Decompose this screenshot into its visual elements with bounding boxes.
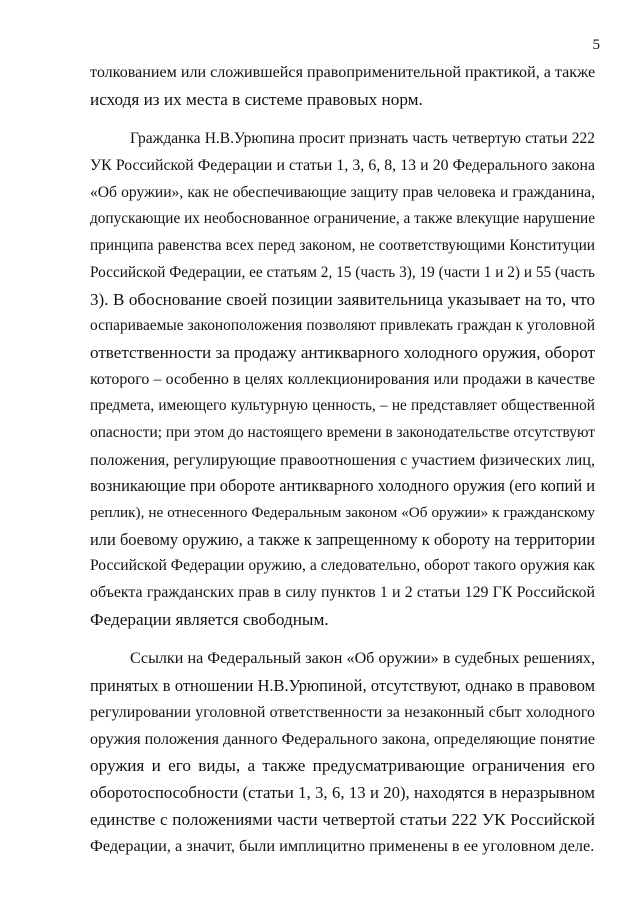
text-line: опасности; при этом до настоящего времени в законодательстве отсутствуют xyxy=(90,423,595,441)
text-line: толкованием или сложившейся правоприменительной практикой, а также xyxy=(90,64,596,81)
paragraph xyxy=(90,646,595,860)
text-line: УК Российской Федерации и статьи 1, 3, 6, 8, 13 и 20 Федерального закона xyxy=(90,157,595,175)
text-line: Ссылки на Федеральный закон «Об оружии» в судебных решениях, xyxy=(130,650,595,668)
page-number: 5 xyxy=(592,37,600,53)
paragraph-gap xyxy=(90,113,595,126)
paragraph xyxy=(90,60,595,113)
text-line: допускающие их необоснованное ограничение, а также влекущие нарушение xyxy=(90,210,595,228)
text-line: Российской Федерации оружию, а следовательно, оборот такого оружия как xyxy=(90,557,595,575)
text-line: положения, регулирующие правоотношения с участием физических лиц, xyxy=(90,450,595,469)
paragraph xyxy=(90,126,595,633)
text-line: или боевому оружию, а также к запрещенному к обороту на территории xyxy=(90,529,595,549)
text-line: Российской Федерации, ее статьям 2, 15 (часть 3), 19 (части 1 и 2) и 55 (часть xyxy=(90,263,595,281)
text-line: оспариваемые законоположения позволяют привлекать граждан к уголовной xyxy=(90,317,595,335)
text-line: единстве с положениями части четвертой статьи 222 УК Российской xyxy=(90,809,595,829)
text-line: реплик), не отнесенного Федеральным законом «Об оружии» к гражданскому xyxy=(90,504,595,521)
document-body xyxy=(90,60,595,860)
text-line: принятых в отношении Н.В.Урюпиной, отсутствуют, однако в правовом xyxy=(90,676,595,696)
text-line: предмета, имеющего культурную ценность, – не представляет общественной xyxy=(90,397,595,415)
text-line: объекта гражданских прав в силу пунктов 1 и 2 статьи 129 ГК Российской xyxy=(90,584,595,602)
text-line: 3). В обоснование своей позиции заявительница указывает на то, что xyxy=(90,289,595,309)
text-line: оружия положения данного Федерального закона, определяющие понятие xyxy=(90,730,595,748)
text-line: Федерации является свободным. xyxy=(90,609,329,629)
text-line: Федерации, а значит, были имплицитно применены в ее уголовном деле. xyxy=(90,836,595,856)
text-line: которого – особенно в целях коллекционирования или продажи в качестве xyxy=(90,370,595,388)
text-line: принципа равенства всех перед законом, не соответствующими Конституции xyxy=(90,237,595,255)
text-line: ответственности за продажу антикварного холодного оружия, оборот xyxy=(90,342,595,362)
text-line: «Об оружии», как не обеспечивающие защиту прав человека и гражданина, xyxy=(90,183,595,201)
text-line: регулировании уголовной ответственности за незаконный сбыт холодного xyxy=(90,703,595,721)
text-line: Гражданка Н.В.Урюпина просит признать часть четвертую статьи 222 xyxy=(130,130,595,148)
text-line: исходя из их места в системе правовых норм. xyxy=(90,89,423,109)
text-line: оружия и его виды, а также предусматривающие ограничения его xyxy=(90,756,595,776)
text-line: возникающие при обороте антикварного холодного оружия (его копий и xyxy=(90,476,595,496)
text-line: оборотоспособности (статьи 1, 3, 6, 13 и 20), находятся в неразрывном xyxy=(90,782,595,802)
paragraph-gap xyxy=(90,633,595,646)
